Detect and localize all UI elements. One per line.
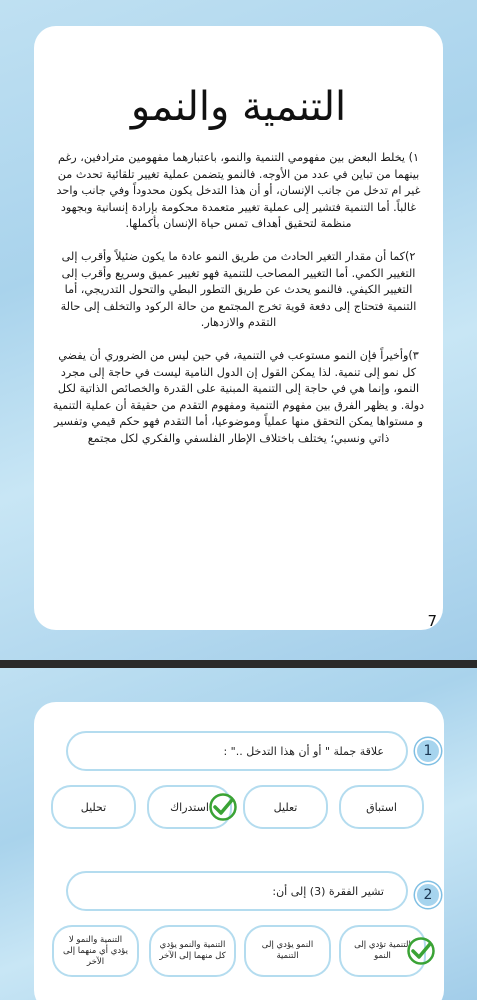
question-1-text: علاقة جملة " أو أن هذا التدخل .." : [223,744,384,758]
question-1-number: 1 [415,738,441,764]
q1-option-1[interactable] [339,785,424,829]
page-title: التنمية والنمو [130,84,347,130]
q2-option-4-label: التنمية والنمو لا يؤدي أي منهما إلى الآخر [63,934,128,967]
check-icon [406,936,436,966]
q1-option-4[interactable] [51,785,136,829]
reading-card [34,26,443,630]
question-2-box [66,871,408,911]
q2-option-3-label: التنمية والنمو يؤدي كل منهما إلى الآخر [159,940,226,961]
check-icon [208,792,238,822]
page-quiz [0,668,477,1000]
paragraph-2: ٢)كما أن مقدار التغير الحادث من طريق النمو عادة ما يكون ضئيلاً وأقرب إلى التغيير الكمي. أما التغيير المصاحب للتنمية فهو تغيير عميق وسريع وأقرب إلى التغيير الكيفي. فالنمو يحدث عن طريق التطور البطي والتحول التدريجي، أما التنمية فتحتاج إلى دفعة قوية تخرج المجتمع من حالة الركود والتخلف إلى حالة التقدم والازدهار. [60,249,417,330]
q2-option-2-label: النمو يؤدي إلى التنمية [261,940,314,961]
q2-option-2[interactable] [244,925,331,977]
q2-option-4[interactable] [52,925,139,977]
q1-option-2[interactable] [243,785,328,829]
page-number: 7 [427,612,437,630]
paragraph-1: ١) يخلط البعض بين مفهومي التنمية والنمو، باعتبارهما مفهومين مترادفين، رغم بينهما من تباين في عدد من الأوجه. فالنمو يتضمن عملية تغيير تلقائية تحدث من غير ام تدخل من جانب الإنسان، أو أن هذا التدخل يكون محدوداً وفي جانب واحد غالباً. أما التنمية فتشير إلى عملية تغيير متعمدة محكومة بإرادة إنسانية وبجهود منظمة لتحقيق أهداف تمس حياة الإنسان بأكملها. [56,151,421,231]
q1-option-1-label: استباق [366,800,397,814]
paragraph-3: ٣)وأخيراً فإن النمو مستوعب في التنمية، في حين ليس من الضروري أن يفضي كل نمو إلى تنمية. لذا يمكن القول إن الدول النامية ليست في حاجة إلى مجرد النمو، وإنما هي في حاجة إلى التنمية المبنية على القدرة والخصائص الذاتية لكل دولة. و يظهر الفرق بين مفهوم التنمية ومفهوم التقدم من حقيقة أن عملية التنمية و مستواها يمكن التحقق منها عملياً وموضوعيا، أما التقدم فهو حكم قيمي وتفسير ذاتي ونسبي؛ يختلف باختلاف الإطار الفلسفي والفكري لكل مجتمع [52,348,425,445]
q2-option-3[interactable] [149,925,236,977]
q2-option-1-label: التنمية تؤدي إلى النمو [354,940,411,961]
question-2-number: 2 [415,882,441,908]
question-1-box [66,731,408,771]
q1-option-2-label: تعليل [273,800,298,814]
q1-option-3-label: استدراك [170,800,209,814]
question-2-text: تشير الفقرة (3) إلى أن: [272,884,384,898]
q1-option-4-label: تحليل [80,800,107,814]
reading-text [52,150,425,464]
